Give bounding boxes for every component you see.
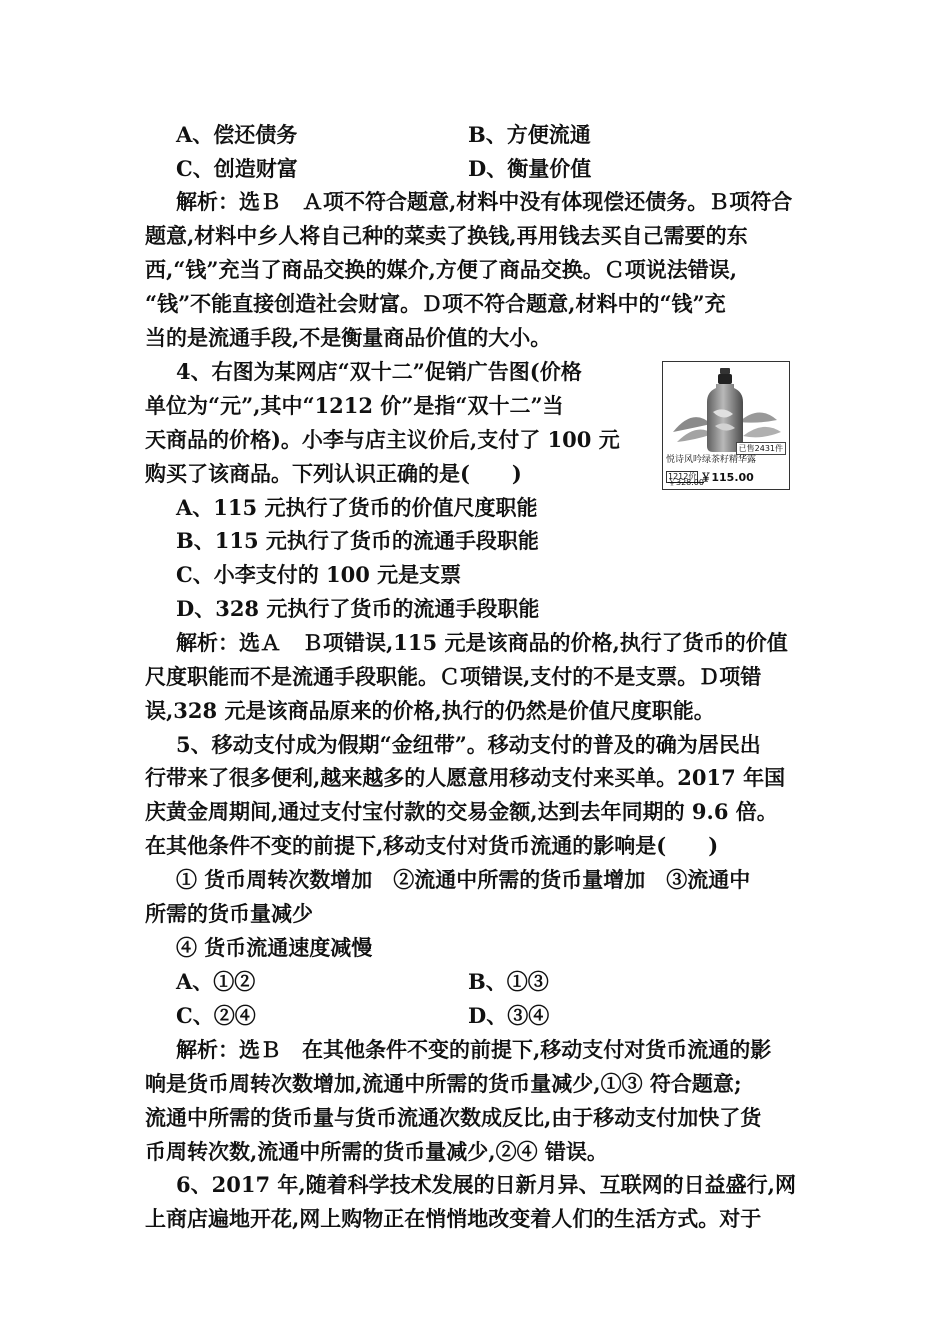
text-line (0, 219, 950, 253)
line-text: D、328 元执行了货币的流通手段职能 (176, 596, 540, 621)
sold-count-label: 已售2431件 (736, 442, 786, 455)
text-line (0, 1202, 950, 1236)
option-text: B、方便流通 (468, 122, 591, 147)
line-text: 题意,材料中乡人将自己种的菜卖了换钱,再用钱去买自己需要的东 (145, 223, 748, 248)
option-text: B、①③ (468, 969, 549, 994)
text-line (0, 1101, 950, 1135)
text-line (0, 761, 950, 795)
option-text: A、偿还债务 (176, 122, 298, 147)
text-line (0, 118, 950, 152)
text-line (0, 253, 950, 287)
text-line (0, 931, 950, 965)
line-text: 解析：选Ｂ Ａ项不符合题意,材料中没有体现偿还债务。Ｂ项符合 (176, 189, 793, 214)
text-line (0, 694, 950, 728)
line-text: 误,328 元是该商品原来的价格,执行的仍然是价值尺度职能。 (145, 698, 715, 723)
line-text: 在其他条件不变的前提下,移动支付对货币流通的影响是( ) (145, 833, 719, 858)
line-text: 流通中所需的货币量与货币流通次数成反比,由于移动支付加快了货 (145, 1105, 762, 1130)
line-text: 4、右图为某网店“双十二”促销广告图(价格 (176, 359, 582, 384)
text-line (0, 660, 950, 694)
text-line (0, 558, 950, 592)
line-text: 解析：选Ａ Ｂ项错误,115 元是该商品的价格,执行了货币的价值 (176, 630, 788, 655)
text-line (0, 626, 950, 660)
line-text: 单位为“元”,其中“1212 价”是指“双十二”当 (145, 393, 564, 418)
line-text: “钱”不能直接创造社会财富。Ｄ项不符合题意,材料中的“钱”充 (145, 291, 726, 316)
text-line (0, 491, 950, 525)
text-line (0, 795, 950, 829)
line-text: 所需的货币量减少 (145, 901, 313, 926)
text-line (0, 423, 950, 457)
text-line (0, 389, 950, 423)
product-name: 悦诗风吟绿茶籽精华露 (666, 455, 757, 465)
text-line (0, 728, 950, 762)
option-text: D、衡量价值 (468, 156, 592, 181)
line-text: 庆黄金周期间,通过支付宝付款的交易金额,达到去年同期的 9.6 倍。 (145, 799, 778, 824)
line-text: 天商品的价格)。小李与店主议价后,支付了 100 元 (145, 427, 620, 452)
text-line (0, 999, 950, 1033)
text-line (0, 457, 950, 491)
option-text: C、②④ (176, 1003, 256, 1028)
text-line (0, 152, 950, 186)
current-price: ￥115.00 (700, 470, 754, 484)
line-text: 币周转次数,流通中所需的货币量减少,②④ 错误。 (145, 1139, 608, 1164)
product-ad-image (662, 361, 790, 490)
text-line (0, 1067, 950, 1101)
line-text: 解析：选Ｂ 在其他条件不变的前提下,移动支付对货币流通的影 (176, 1037, 772, 1062)
line-text: 上商店遍地开花,网上购物正在悄悄地改变着人们的生活方式。对于 (145, 1206, 762, 1231)
option-text: A、①② (176, 969, 256, 994)
line-text: ① 货币周转次数增加 ②流通中所需的货币量增加 ③流通中 (176, 867, 751, 892)
line-text: 西,“钱”充当了商品交换的媒介,方便了商品交换。Ｃ项说法错误, (145, 257, 738, 282)
option-text: C、创造财富 (176, 156, 298, 181)
line-text: C、小李支付的 100 元是支票 (176, 562, 462, 587)
line-text: 5、移动支付成为假期“金纽带”。移动支付的普及的确为居民出 (176, 732, 761, 757)
line-text: 响是货币周转次数增加,流通中所需的货币量减少,①③ 符合题意; (145, 1071, 742, 1096)
line-text: A、115 元执行了货币的价值尺度职能 (176, 495, 538, 520)
text-line (0, 829, 950, 863)
text-line (0, 524, 950, 558)
line-text: 行带来了很多便利,越来越多的人愿意用移动支付来买单。2017 年国 (145, 765, 786, 790)
text-line (0, 592, 950, 626)
text-line (0, 965, 950, 999)
line-text: ④ 货币流通速度减慢 (176, 935, 373, 960)
line-text: 6、2017 年,随着科学技术发展的日新月异、互联网的日益盛行,网 (176, 1172, 796, 1197)
line-text: 当的是流通手段,不是衡量商品价值的大小。 (145, 325, 552, 350)
line-text: 购买了该商品。下列认识正确的是( ) (145, 461, 522, 486)
text-line (0, 1135, 950, 1169)
bottle-icon (663, 362, 789, 454)
price-tag-1212: 1212价 (668, 471, 697, 481)
option-text: D、③④ (468, 1003, 550, 1028)
original-price: ￥328.00 (668, 478, 704, 487)
text-line (0, 897, 950, 931)
text-line (0, 185, 950, 219)
text-line (0, 1033, 950, 1067)
line-text: 尺度职能而不是流通手段职能。Ｃ项错误,支付的不是支票。Ｄ项错 (145, 664, 762, 689)
text-line (0, 287, 950, 321)
line-text: B、115 元执行了货币的流通手段职能 (176, 528, 539, 553)
text-line (0, 355, 950, 389)
text-line (0, 1168, 950, 1202)
text-line (0, 321, 950, 355)
text-line (0, 863, 950, 897)
